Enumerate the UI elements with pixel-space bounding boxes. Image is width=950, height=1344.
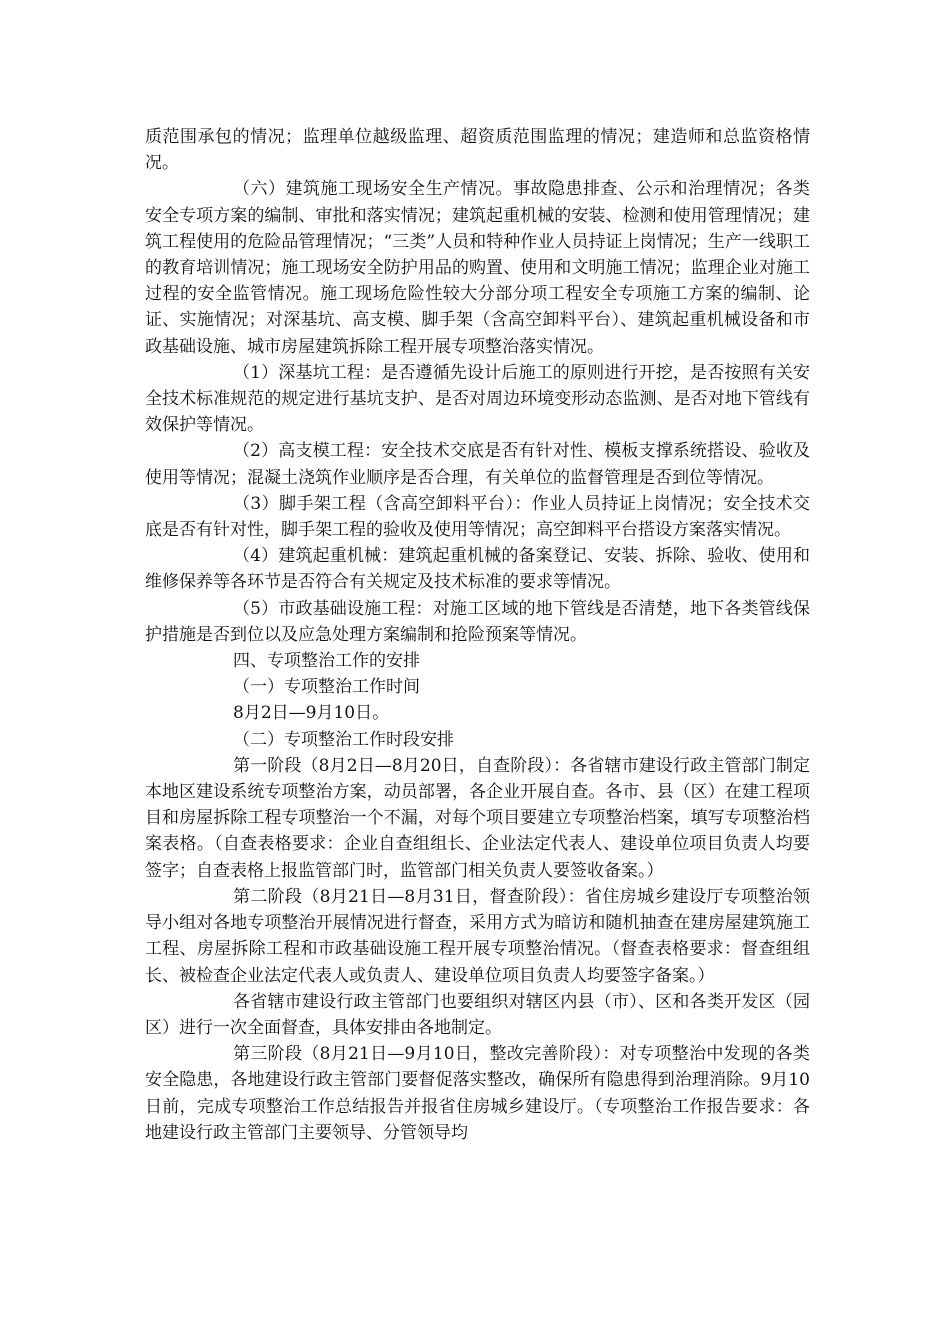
paragraph-city-inspection: 各省辖市建设行政主管部门也要组织对辖区内县（市）、区和各类开发区（园区）进行一次全面督查，具体安排由各地制定。 bbox=[145, 991, 810, 1038]
subsection-heading-phases: （二）专项整治工作时段安排 bbox=[233, 729, 454, 750]
paragraph-site-safety: （六）建筑施工现场安全生产情况。事故隐患排查、公示和治理情况；各类安全专项方案的编制、审批和落实情况；建筑起重机械的安装、检测和使用管理情况；建筑工程使用的危险品管理情况；“三类”人员和特种作业人员持证上岗情况；生产一线职工的教育培训情况；施工现场安全防护用品的购置、使用和文明施工情况；监理企业对施工过程的安全监管情况。施工现场危险性较大分部分项工程安全专项施工方案的编制、论证、实施情况；对深基坑、高支模、脚手架（含高空卸料平台）、建筑起重机械设备和市政基础设施、城市房屋建筑拆除工程开展专项整治落实情况。 bbox=[145, 179, 810, 357]
paragraph-phase-one: 第一阶段（8月2日—8月20日，自查阶段）：各省辖市建设行政主管部门制定本地区建设系统专项整治方案，动员部署，各企业开展自查。各市、县（区）在建工程项目和房屋拆除工程专项整治一个不漏，对每个项目要建立专项整治档案，填写专项整治档案表格。（自查表格要求：企业自查组组长、企业法定代表人、建设单位项目负责人均要签字；自查表格上报监管部门时，监管部门相关负责人要签收备案。） bbox=[145, 755, 810, 881]
section-heading: 四、专项整治工作的安排 bbox=[233, 651, 420, 672]
subsection-heading-time: （一）专项整治工作时间 bbox=[233, 677, 420, 698]
paragraph-high-formwork: （2）高支模工程：安全技术交底是否有针对性、模板支撑系统搭设、验收及使用等情况；混凝土浇筑作业顺序是否合理，有关单位的监督管理是否到位等情况。 bbox=[145, 441, 810, 488]
paragraph-phase-three: 第三阶段（8月21日—9月10日，整改完善阶段）：对专项整治中发现的各类安全隐患，各地建设行政主管部门要督促落实整改，确保所有隐患得到治理消除。9月10日前，完成专项整治工作总结报告并报省住房城乡建设厅。（专项整治工作报告要求：各地建设行政主管部门主要领导、分管领导均 bbox=[145, 1044, 810, 1143]
paragraph-phase-two: 第二阶段（8月21日—8月31日，督查阶段）：省住房城乡建设厅专项整治领导小组对各地专项整治开展情况进行督查，采用方式为暗访和随机抽查在建房屋建筑施工工程、房屋拆除工程和市政基础设施工程开展专项整治情况。（督查表格要求：督查组组长、被检查企业法定代表人或负责人、建设单位项目负责人均要签字备案。） bbox=[145, 886, 810, 986]
paragraph-scaffolding: （3）脚手架工程（含高空卸料平台）：作业人员持证上岗情况；安全技术交底是否有针对性，脚手架工程的验收及使用等情况；高空卸料平台搭设方案落实情况。 bbox=[145, 493, 810, 541]
paragraph-deep-foundation: （1）深基坑工程：是否遵循先设计后施工的原则进行开挖，是否按照有关安全技术标准规范的规定进行基坑支护、是否对周边环境变形动态监测、是否对地下管线有效保护等情况。 bbox=[145, 362, 810, 436]
document-body bbox=[145, 124, 810, 1146]
paragraph-continuation: 质范围承包的情况；监理单位越级监理、超资质范围监理的情况；建造师和总监资格情况。 bbox=[145, 127, 810, 174]
paragraph-municipal: （5）市政基础设施工程：对施工区域的地下管线是否清楚，地下各类管线保护措施是否到位以及应急处理方案编制和抢险预案等情况。 bbox=[145, 598, 810, 645]
paragraph-date-range: 8月2日—9月10日。 bbox=[233, 703, 390, 724]
paragraph-cranes: （4）建筑起重机械：建筑起重机械的备案登记、安装、拆除、验收、使用和维修保养等各环节是否符合有关规定及技术标准的要求等情况。 bbox=[145, 546, 810, 593]
